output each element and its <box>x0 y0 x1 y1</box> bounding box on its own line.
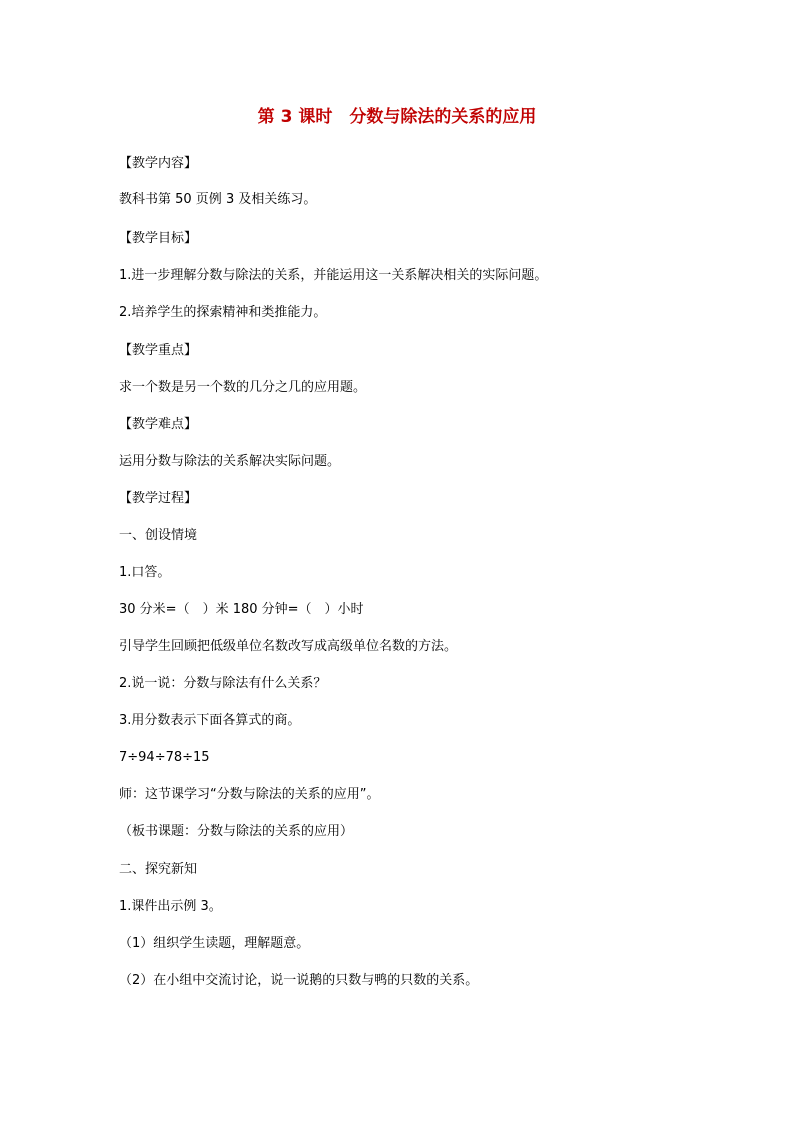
section-heading-goals: 【教学目标】 <box>119 231 198 246</box>
example-item: 1.课件出示例 3。 <box>119 899 222 914</box>
discussion-item: 2.说一说：分数与除法有什么关系？ <box>119 676 327 691</box>
content-text: 教科书第 50 页例 3 及相关练习。 <box>119 192 317 207</box>
guidance-text: 引导学生回顾把低级单位名数改写成高级单位名数的方法。 <box>119 639 458 654</box>
goal-item-2: 2.培养学生的探索精神和类推能力。 <box>119 305 327 320</box>
step-heading-2: 二、探究新知 <box>119 862 198 877</box>
key-point-text: 求一个数是另一个数的几分之几的应用题。 <box>119 380 367 395</box>
step-heading-1: 一、创设情境 <box>119 528 198 543</box>
section-heading-process: 【教学过程】 <box>119 491 198 506</box>
unit-conversion-exercise: 30 分米=（ ）米 180 分钟=（ ）小时 <box>119 602 364 617</box>
section-heading-content: 【教学内容】 <box>119 156 198 171</box>
section-heading-key-point: 【教学重点】 <box>119 343 198 358</box>
board-title-note: （板书课题：分数与除法的关系的应用） <box>119 824 354 839</box>
lesson-title: 第 3 课时 分数与除法的关系的应用 <box>257 107 537 127</box>
sub-item-1: （1）组织学生读题，理解题意。 <box>119 936 310 951</box>
division-expressions: 7÷94÷78÷15 <box>119 750 210 765</box>
oral-answer-item: 1.口答。 <box>119 565 171 580</box>
fraction-exercise-item: 3.用分数表示下面各算式的商。 <box>119 713 301 728</box>
sub-item-2: （2）在小组中交流讨论，说一说鹅的只数与鸭的只数的关系。 <box>119 973 479 988</box>
difficulty-text: 运用分数与除法的关系解决实际问题。 <box>119 454 341 469</box>
goal-item-1: 1.进一步理解分数与除法的关系，并能运用这一关系解决相关的实际问题。 <box>119 268 548 283</box>
section-heading-difficulty: 【教学难点】 <box>119 417 198 432</box>
teacher-intro: 师：这节课学习“分数与除法的关系的应用”。 <box>119 787 380 802</box>
